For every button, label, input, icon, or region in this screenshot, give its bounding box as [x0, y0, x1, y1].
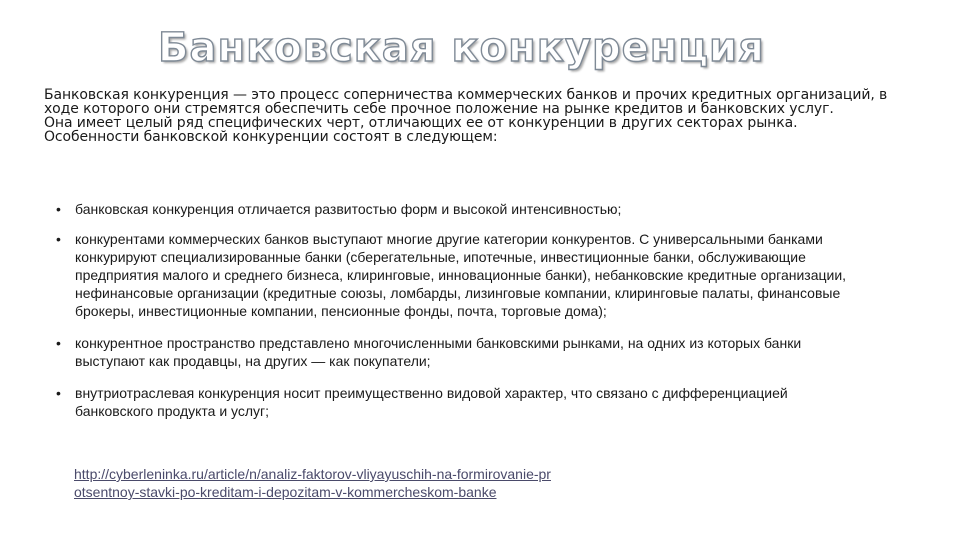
intro-line-3: Особенности банковской конкуренции состоят в следующем: — [44, 129, 498, 145]
bullet-item — [52, 334, 852, 370]
slide-title: Банковская конкуренция — [158, 25, 765, 71]
bullet-item — [52, 384, 852, 420]
bullet-item — [52, 200, 852, 218]
intro-text — [44, 88, 916, 144]
bullet-text: внутриотраслевая конкуренция носит преимущественно видовой характер, что связано с дифференциацией банковского продукта и услуг; — [75, 385, 788, 419]
bullet-dot-icon: • — [56, 201, 61, 217]
bullet-item — [52, 230, 852, 320]
bullet-dot-icon: • — [56, 385, 61, 401]
bullet-dot-icon: • — [56, 231, 61, 247]
intro-line-2: Она имеет целый ряд специфических черт, отличающих ее от конкуренции в других секторах рынка. — [44, 115, 798, 131]
intro-definition-text: — это процесс соперничества коммерческих банков и прочих кредитных организаций, в ходе которого они стремятся обеспечить себе прочное положение на рынке кредитов и банковских услуг. — [44, 87, 888, 117]
bullet-dot-icon: • — [56, 335, 61, 351]
bullet-text: банковская конкуренция отличается развитостью форм и высокой интенсивностью; — [75, 201, 622, 217]
bullet-text: конкурентное пространство представлено многочисленными банковскими рынками, на одних из которых банки выступают как продавцы, на других — как покупатели; — [75, 335, 802, 369]
bullet-list — [52, 200, 852, 420]
bullet-text: конкурентами коммерческих банков выступают многие другие категории конкурентов. С универсальными банками конкурируют специализированные банки (сберегательные, ипотечные, инвестиционные банки, обслуживающие предприятия малого и среднего бизнеса, клиринговые, инновационные банки), небанковские кредитные организации, нефинансовые организации (кредитные союзы, ломбарды, лизинговые компании, клиринговые палаты, финансовые брокеры, инвестиционные компании, пенсионные фонды, почта, торговые дома); — [75, 231, 847, 319]
source-link[interactable]: http://cyberleninka.ru/article/n/analiz-faktorov-vliyayuschih-na-formirovanie-protsentnoy-stavki-po-kreditam-i-depozitam-v-kommercheskom-banke — [74, 466, 551, 500]
intro-lead-term: Банковская конкуренция — [44, 87, 229, 103]
intro-definition — [44, 88, 916, 116]
